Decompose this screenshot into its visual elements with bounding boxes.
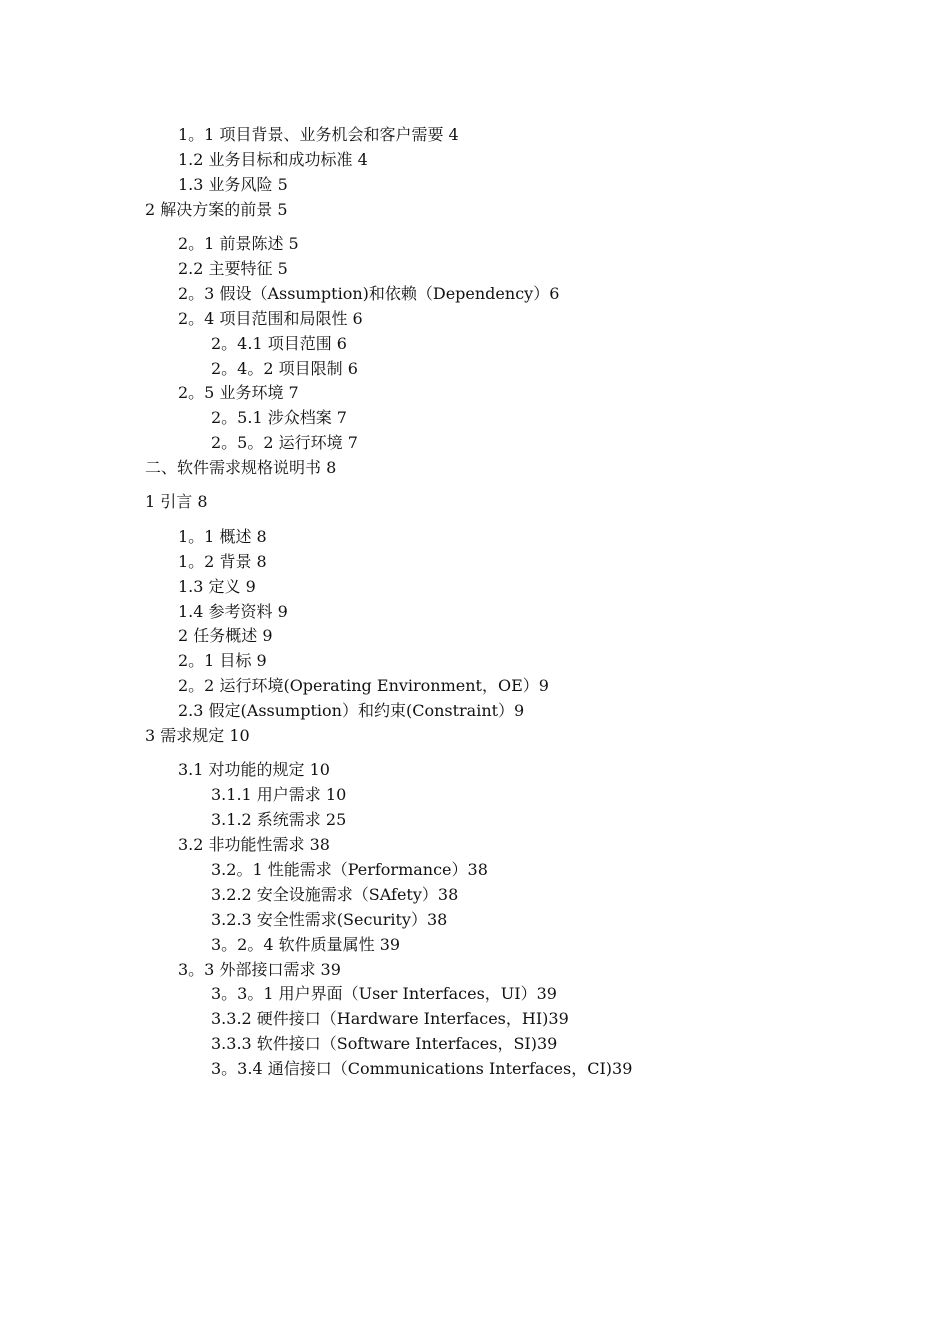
toc-entry: 2.3 假定(Assumption）和约束(Constraint）9 bbox=[178, 701, 525, 721]
toc-entry: 2。5 业务环境 7 bbox=[178, 383, 299, 403]
toc-entry: 3。3 外部接口需求 39 bbox=[178, 959, 341, 979]
toc-entry: 2。5。2 运行环境 7 bbox=[211, 433, 358, 453]
toc-entry: 1 引言 8 bbox=[145, 492, 208, 512]
toc-entry: 1。1 项目背景、业务机会和客户需要 4 bbox=[178, 125, 459, 144]
toc-entry: 3.2。1 性能需求（Performance）38 bbox=[211, 859, 488, 879]
toc-entry: 1。1 概述 8 bbox=[178, 526, 267, 546]
toc-entry: 2 解决方案的前景 5 bbox=[145, 199, 288, 219]
toc-entry: 1.2 业务目标和成功标准 4 bbox=[178, 149, 368, 169]
toc-entry: 2 任务概述 9 bbox=[178, 626, 273, 646]
toc-entry: 3.1.2 系统需求 25 bbox=[211, 810, 347, 830]
toc-entry: 3.2.3 安全性需求(Security）38 bbox=[211, 909, 448, 929]
toc-entry: 2。4.1 项目范围 6 bbox=[211, 333, 347, 353]
toc-entry: 1.4 参考资料 9 bbox=[178, 601, 288, 621]
table-of-contents bbox=[0, 123, 950, 1082]
toc-entry: 二、软件需求规格说明书 8 bbox=[145, 458, 337, 478]
toc-entry: 3 需求规定 10 bbox=[145, 725, 250, 745]
toc-entry: 3.2.2 安全设施需求（SAfety）38 bbox=[211, 884, 459, 904]
toc-entry: 2。2 运行环境(Operating Environment，OE）9 bbox=[178, 676, 549, 696]
toc-entry: 2。1 前景陈述 5 bbox=[178, 234, 299, 254]
toc-entry: 3.3.3 软件接口（Software Interfaces，SI)39 bbox=[211, 1034, 558, 1054]
toc-entry: 3.2 非功能性需求 38 bbox=[178, 835, 330, 855]
toc-entry: 3。2。4 软件质量属性 39 bbox=[211, 934, 401, 954]
toc-entry: 3。3。1 用户界面（User Interfaces，UI）39 bbox=[211, 984, 557, 1004]
toc-entry: 3.1 对功能的规定 10 bbox=[178, 760, 330, 780]
toc-entry: 1.3 定义 9 bbox=[178, 576, 256, 596]
toc-entry: 3.1.1 用户需求 10 bbox=[211, 785, 347, 805]
toc-entry: 2。3 假设（Assumption)和依赖（Dependency）6 bbox=[178, 283, 560, 303]
toc-entry: 2。5.1 涉众档案 7 bbox=[211, 408, 347, 428]
toc-entry: 3.3.2 硬件接口（Hardware Interfaces，HI)39 bbox=[211, 1009, 569, 1029]
toc-entry: 1.3 业务风险 5 bbox=[178, 174, 288, 194]
toc-entry: 2。4 项目范围和局限性 6 bbox=[178, 308, 363, 328]
toc-entry: 3。3.4 通信接口（Communications Interfaces，CI)39 bbox=[211, 1059, 633, 1079]
toc-entry: 1。2 背景 8 bbox=[178, 551, 267, 571]
toc-entry: 2.2 主要特征 5 bbox=[178, 258, 288, 278]
toc-entry: 2。1 目标 9 bbox=[178, 651, 267, 671]
toc-entry: 2。4。2 项目限制 6 bbox=[211, 358, 358, 378]
